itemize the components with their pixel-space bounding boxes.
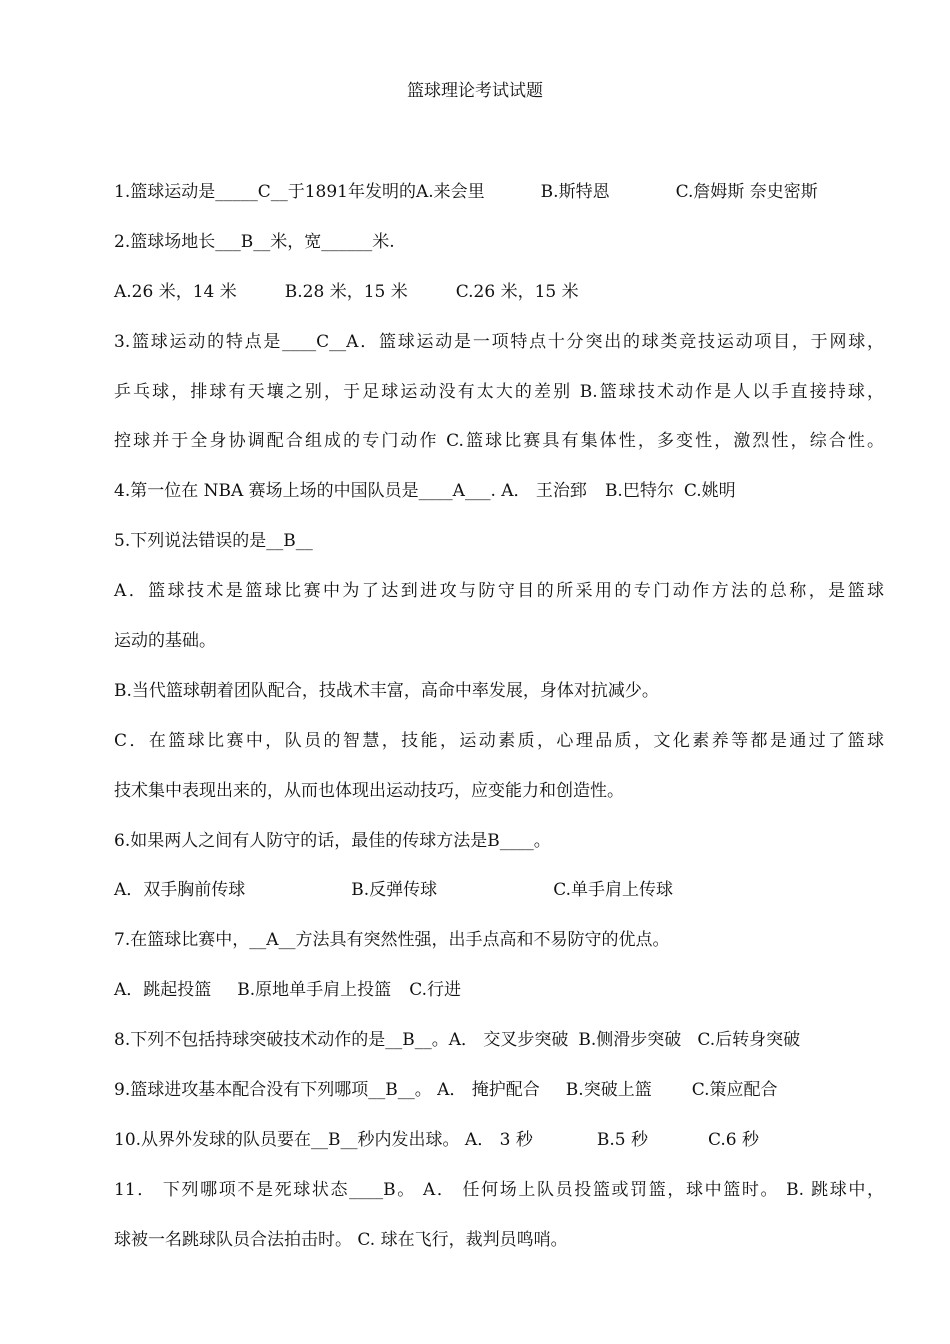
q8-stem: 8.下列不包括持球突破技术动作的是__B__。A． 交叉步突破	[114, 1030, 569, 1050]
q2-option-b: B.28 米，15 米	[284, 282, 408, 302]
q7-option-b: B.原地单手肩上投篮	[237, 980, 392, 1000]
q6-option-c: C.单手肩上传球	[553, 880, 673, 900]
q1-stem: 1.篮球运动是_____C__于1891年发明的A.来会里	[114, 182, 485, 202]
question-2-stem: 2.篮球场地长___B__米，宽______米.	[114, 232, 395, 252]
question-10	[114, 1128, 884, 1152]
q4-stem: 4.第一位在 NBA 赛场上场的中国队员是____A___. A． 王治郅	[114, 481, 587, 501]
q1-option-b: B.斯特恩	[540, 182, 610, 202]
q6-option-a: A．双手胸前传球	[114, 880, 246, 900]
q4-option-c: C.姚明	[683, 481, 736, 501]
q9-option-c: C.策应配合	[691, 1080, 778, 1100]
q6-option-b: B.反弹传球	[351, 880, 438, 900]
question-5-stem: 5.下列说法错误的是__B__	[114, 531, 313, 551]
question-11-line-1: 11． 下列哪项不是死球状态____B。 A． 任何场上队员投篮或罚篮，球中篮时。 B. 跳球中，	[114, 1180, 884, 1200]
question-5-option-c-line-1: C．在篮球比赛中，队员的智慧，技能，运动素质，心理品质，文化素养等都是通过了篮球	[114, 731, 884, 751]
question-3-line-1: 3.篮球运动的特点是____C__A．篮球运动是一项特点十分突出的球类竞技运动项目，于网球，	[114, 332, 884, 352]
q8-option-b: B.侧滑步突破	[578, 1030, 682, 1050]
question-5-option-b: B.当代篮球朝着团队配合，技战术丰富，高命中率发展，身体对抗减少。	[114, 681, 659, 701]
question-2-options	[114, 280, 884, 304]
question-5-option-a-line-2: 运动的基础。	[114, 631, 216, 651]
q10-option-b: B.5 秒	[596, 1130, 648, 1150]
q10-stem: 10.从界外发球的队员要在__B__秒内发出球。 A． 3 秒	[114, 1130, 533, 1150]
question-1	[114, 180, 884, 204]
question-7-options	[114, 978, 884, 1002]
q8-option-c: C.后转身突破	[697, 1030, 801, 1050]
q4-option-b: B.巴特尔	[604, 481, 674, 501]
question-11-line-2: 球被一名跳球队员合法拍击时。 C. 球在飞行，裁判员鸣哨。	[114, 1230, 568, 1250]
question-3-line-3: 控球并于全身协调配合组成的专门动作 C.篮球比赛具有集体性，多变性，激烈性，综合性。	[114, 431, 884, 451]
q1-option-c: C.詹姆斯 奈史密斯	[675, 182, 818, 202]
q2-option-a: A.26 米，14 米	[114, 282, 237, 302]
question-5-option-a-line-1: A．篮球技术是篮球比赛中为了达到进攻与防守目的所采用的专门动作方法的总称，是篮球	[114, 581, 884, 601]
q10-option-c: C.6 秒	[707, 1130, 759, 1150]
q9-option-b: B.突破上篮	[565, 1080, 652, 1100]
question-6-stem: 6.如果两人之间有人防守的话，最佳的传球方法是B____。	[114, 831, 551, 851]
question-5-option-c-line-2: 技术集中表现出来的，从而也体现出运动技巧，应变能力和创造性。	[114, 781, 624, 801]
document-title: 篮球理论考试试题	[407, 81, 543, 101]
question-3-line-2: 乒乓球，排球有天壤之别，于足球运动没有太大的差别 B.篮球技术动作是人以手直接持球，	[114, 382, 884, 402]
question-9	[114, 1078, 884, 1102]
question-7-stem: 7.在篮球比赛中，__A__方法具有突然性强，出手点高和不易防守的优点。	[114, 930, 670, 950]
question-8	[114, 1028, 884, 1052]
q7-option-c: C.行进	[409, 980, 461, 1000]
question-4	[114, 479, 884, 503]
q9-stem: 9.篮球进攻基本配合没有下列哪项__B__。 A． 掩护配合	[114, 1080, 540, 1100]
question-6-options	[114, 878, 884, 902]
q2-option-c: C.26 米，15 米	[455, 282, 579, 302]
q7-option-a: A．跳起投篮	[114, 980, 212, 1000]
